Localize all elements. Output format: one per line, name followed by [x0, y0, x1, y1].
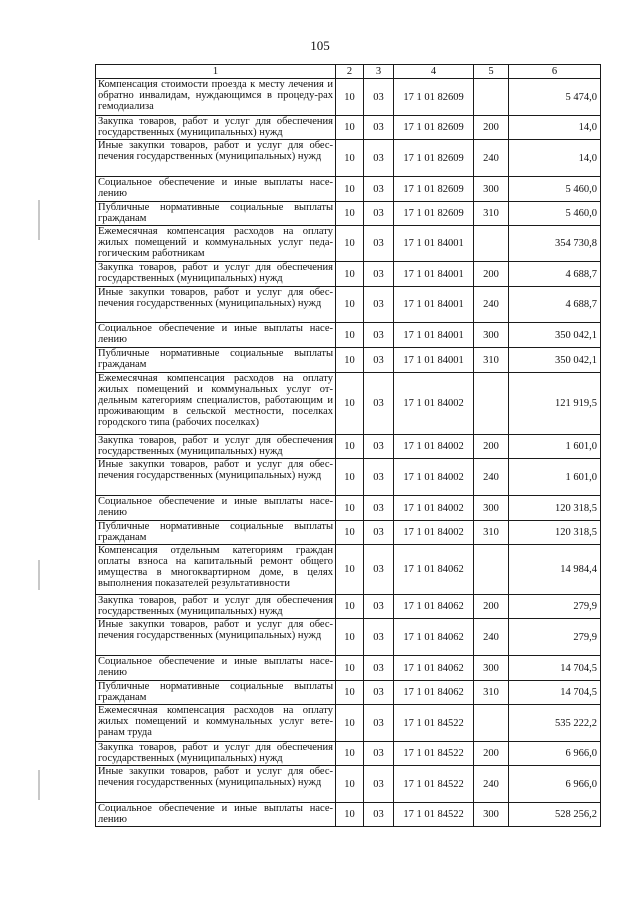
table-row: [96, 116, 601, 140]
cell-expense-type: 310: [474, 521, 509, 545]
cell-name: Социальное обеспечение и иные выплаты насе-лению: [96, 656, 336, 681]
cell-target-article: 17 1 01 84522: [394, 803, 474, 827]
cell-name: Иные закупки товаров, работ и услуг для обес-печения государственных (муниципальных) нужд: [96, 619, 336, 656]
cell-name: Публичные нормативные социальные выплаты гражданам: [96, 521, 336, 545]
table-header-row: [96, 65, 601, 79]
table-row: [96, 803, 601, 827]
cell-target-article: 17 1 01 84522: [394, 742, 474, 766]
cell-amount: 279,9: [509, 595, 601, 619]
cell-name: Иные закупки товаров, работ и услуг для обес-печения государственных (муниципальных) нужд: [96, 459, 336, 496]
cell-section: 10: [336, 323, 364, 348]
column-header: 4: [394, 65, 474, 79]
cell-expense-type: 300: [474, 803, 509, 827]
cell-expense-type: 300: [474, 496, 509, 521]
scan-margin-mark: [38, 560, 40, 590]
cell-name: Социальное обеспечение и иные выплаты насе-лению: [96, 323, 336, 348]
cell-name: Публичные нормативные социальные выплаты гражданам: [96, 202, 336, 226]
cell-name: Закупка товаров, работ и услуг для обеспечения государственных (муниципальных) нужд: [96, 116, 336, 140]
page-number: 105: [310, 38, 330, 53]
cell-name: Публичные нормативные социальные выплаты гражданам: [96, 681, 336, 705]
column-header: 3: [364, 65, 394, 79]
cell-name: Закупка товаров, работ и услуг для обеспечения государственных (муниципальных) нужд: [96, 262, 336, 287]
cell-amount: 6 966,0: [509, 742, 601, 766]
cell-amount: 6 966,0: [509, 766, 601, 803]
cell-subsection: 03: [364, 496, 394, 521]
cell-target-article: 17 1 01 84522: [394, 705, 474, 742]
cell-amount: 350 042,1: [509, 348, 601, 373]
cell-section: 10: [336, 705, 364, 742]
table-row: [96, 202, 601, 226]
cell-target-article: 17 1 01 84002: [394, 521, 474, 545]
cell-section: 10: [336, 803, 364, 827]
cell-section: 10: [336, 287, 364, 323]
cell-subsection: 03: [364, 705, 394, 742]
cell-amount: 4 688,7: [509, 287, 601, 323]
cell-subsection: 03: [364, 435, 394, 459]
column-header: 1: [96, 65, 336, 79]
cell-subsection: 03: [364, 803, 394, 827]
cell-section: 10: [336, 116, 364, 140]
table-row: [96, 459, 601, 496]
cell-amount: 535 222,2: [509, 705, 601, 742]
column-header: 2: [336, 65, 364, 79]
cell-section: 10: [336, 619, 364, 656]
cell-target-article: 17 1 01 84001: [394, 262, 474, 287]
cell-amount: 14,0: [509, 140, 601, 177]
cell-amount: 14 704,5: [509, 656, 601, 681]
cell-amount: 5 460,0: [509, 202, 601, 226]
cell-amount: 350 042,1: [509, 323, 601, 348]
cell-target-article: 17 1 01 82609: [394, 116, 474, 140]
cell-section: 10: [336, 681, 364, 705]
cell-name: Закупка товаров, работ и услуг для обеспечения государственных (муниципальных) нужд: [96, 435, 336, 459]
table-row: [96, 373, 601, 435]
cell-amount: 5 474,0: [509, 79, 601, 116]
cell-amount: 121 919,5: [509, 373, 601, 435]
cell-subsection: 03: [364, 595, 394, 619]
cell-expense-type: 300: [474, 177, 509, 202]
cell-section: 10: [336, 766, 364, 803]
table-row: [96, 140, 601, 177]
cell-name: Компенсация отдельным категориям граждан оплаты взноса на капитальный ремонт общего имущества в многоквартирном доме, в целях выполнения показателей результативности: [96, 545, 336, 595]
cell-subsection: 03: [364, 619, 394, 656]
table-row: [96, 177, 601, 202]
cell-expense-type: [474, 79, 509, 116]
cell-target-article: 17 1 01 84062: [394, 619, 474, 656]
cell-subsection: 03: [364, 373, 394, 435]
cell-subsection: 03: [364, 177, 394, 202]
scan-margin-mark: [38, 770, 40, 800]
cell-amount: 279,9: [509, 619, 601, 656]
scan-margin-mark: [38, 200, 40, 240]
cell-target-article: 17 1 01 82609: [394, 140, 474, 177]
cell-expense-type: 200: [474, 595, 509, 619]
cell-section: 10: [336, 373, 364, 435]
cell-name: Иные закупки товаров, работ и услуг для обес-печения государственных (муниципальных) нужд: [96, 766, 336, 803]
table-row: [96, 348, 601, 373]
cell-expense-type: 240: [474, 140, 509, 177]
cell-section: 10: [336, 545, 364, 595]
cell-target-article: 17 1 01 84002: [394, 496, 474, 521]
cell-name: Закупка товаров, работ и услуг для обеспечения государственных (муниципальных) нужд: [96, 742, 336, 766]
cell-name: Иные закупки товаров, работ и услуг для обес-печения государственных (муниципальных) нужд: [96, 140, 336, 177]
cell-name: Ежемесячная компенсация расходов на оплату жилых помещений и коммунальных услуг вете-ранам труда: [96, 705, 336, 742]
cell-name: Социальное обеспечение и иные выплаты насе-лению: [96, 496, 336, 521]
cell-section: 10: [336, 79, 364, 116]
table-row: [96, 79, 601, 116]
cell-subsection: 03: [364, 459, 394, 496]
table-row: [96, 595, 601, 619]
cell-section: 10: [336, 435, 364, 459]
cell-name: Закупка товаров, работ и услуг для обеспечения государственных (муниципальных) нужд: [96, 595, 336, 619]
cell-amount: 1 601,0: [509, 435, 601, 459]
cell-name: Ежемесячная компенсация расходов на оплату жилых помещений и коммунальных услуг педа-гогическим работникам: [96, 226, 336, 262]
cell-target-article: 17 1 01 84001: [394, 348, 474, 373]
cell-subsection: 03: [364, 681, 394, 705]
cell-section: 10: [336, 348, 364, 373]
cell-target-article: 17 1 01 82609: [394, 79, 474, 116]
cell-section: 10: [336, 226, 364, 262]
cell-target-article: 17 1 01 84002: [394, 435, 474, 459]
cell-name: Ежемесячная компенсация расходов на оплату жилых помещений и коммунальных услуг от-дельным категориям специалистов, работающим и проживающим в сельской местности, поселках городского типа (рабочих поселках): [96, 373, 336, 435]
table-row: [96, 323, 601, 348]
cell-target-article: 17 1 01 84522: [394, 766, 474, 803]
cell-name: Социальное обеспечение и иные выплаты насе-лению: [96, 803, 336, 827]
cell-subsection: 03: [364, 521, 394, 545]
cell-subsection: 03: [364, 348, 394, 373]
cell-subsection: 03: [364, 202, 394, 226]
table-row: [96, 287, 601, 323]
cell-target-article: 17 1 01 84062: [394, 545, 474, 595]
column-header: 5: [474, 65, 509, 79]
cell-name: Компенсация стоимости проезда к месту лечения и обратно инвалидам, нуждающимся в процеду-рах гемодиализа: [96, 79, 336, 116]
cell-subsection: 03: [364, 140, 394, 177]
cell-target-article: 17 1 01 84002: [394, 373, 474, 435]
table-row: [96, 766, 601, 803]
cell-amount: 4 688,7: [509, 262, 601, 287]
cell-amount: 1 601,0: [509, 459, 601, 496]
cell-expense-type: [474, 226, 509, 262]
table-body: [96, 79, 601, 827]
table-row: [96, 226, 601, 262]
cell-target-article: 17 1 01 82609: [394, 202, 474, 226]
table-row: [96, 656, 601, 681]
cell-expense-type: 300: [474, 323, 509, 348]
cell-expense-type: 200: [474, 116, 509, 140]
cell-expense-type: [474, 545, 509, 595]
cell-amount: 120 318,5: [509, 496, 601, 521]
table-row: [96, 619, 601, 656]
cell-target-article: 17 1 01 84062: [394, 681, 474, 705]
table-row: [96, 435, 601, 459]
cell-target-article: 17 1 01 84001: [394, 323, 474, 348]
cell-amount: 5 460,0: [509, 177, 601, 202]
cell-target-article: 17 1 01 84001: [394, 287, 474, 323]
cell-expense-type: 240: [474, 619, 509, 656]
cell-section: 10: [336, 742, 364, 766]
cell-section: 10: [336, 202, 364, 226]
cell-expense-type: 240: [474, 459, 509, 496]
table-row: [96, 681, 601, 705]
cell-amount: 528 256,2: [509, 803, 601, 827]
budget-table: [95, 64, 601, 827]
cell-amount: 14 704,5: [509, 681, 601, 705]
cell-expense-type: 200: [474, 435, 509, 459]
cell-subsection: 03: [364, 766, 394, 803]
cell-section: 10: [336, 521, 364, 545]
cell-subsection: 03: [364, 742, 394, 766]
cell-target-article: 17 1 01 84062: [394, 595, 474, 619]
cell-section: 10: [336, 262, 364, 287]
cell-expense-type: 310: [474, 202, 509, 226]
cell-name: Публичные нормативные социальные выплаты гражданам: [96, 348, 336, 373]
cell-section: 10: [336, 177, 364, 202]
cell-expense-type: 240: [474, 287, 509, 323]
cell-section: 10: [336, 140, 364, 177]
table-row: [96, 705, 601, 742]
cell-subsection: 03: [364, 545, 394, 595]
table-row: [96, 496, 601, 521]
cell-target-article: 17 1 01 84002: [394, 459, 474, 496]
table-row: [96, 545, 601, 595]
cell-expense-type: [474, 705, 509, 742]
cell-expense-type: [474, 373, 509, 435]
cell-section: 10: [336, 459, 364, 496]
cell-subsection: 03: [364, 79, 394, 116]
cell-amount: 120 318,5: [509, 521, 601, 545]
table-row: [96, 742, 601, 766]
cell-expense-type: 300: [474, 656, 509, 681]
table-row: [96, 521, 601, 545]
cell-subsection: 03: [364, 262, 394, 287]
cell-name: Иные закупки товаров, работ и услуг для обес-печения государственных (муниципальных) нужд: [96, 287, 336, 323]
cell-expense-type: 240: [474, 766, 509, 803]
cell-name: Социальное обеспечение и иные выплаты насе-лению: [96, 177, 336, 202]
cell-amount: 354 730,8: [509, 226, 601, 262]
cell-subsection: 03: [364, 656, 394, 681]
cell-expense-type: 200: [474, 262, 509, 287]
cell-expense-type: 310: [474, 348, 509, 373]
cell-amount: 14 984,4: [509, 545, 601, 595]
cell-subsection: 03: [364, 287, 394, 323]
column-header: 6: [509, 65, 601, 79]
cell-subsection: 03: [364, 116, 394, 140]
cell-target-article: 17 1 01 84001: [394, 226, 474, 262]
cell-section: 10: [336, 496, 364, 521]
cell-section: 10: [336, 595, 364, 619]
cell-amount: 14,0: [509, 116, 601, 140]
cell-target-article: 17 1 01 82609: [394, 177, 474, 202]
cell-subsection: 03: [364, 226, 394, 262]
table-row: [96, 262, 601, 287]
cell-target-article: 17 1 01 84062: [394, 656, 474, 681]
cell-expense-type: 200: [474, 742, 509, 766]
cell-section: 10: [336, 656, 364, 681]
cell-expense-type: 310: [474, 681, 509, 705]
cell-subsection: 03: [364, 323, 394, 348]
